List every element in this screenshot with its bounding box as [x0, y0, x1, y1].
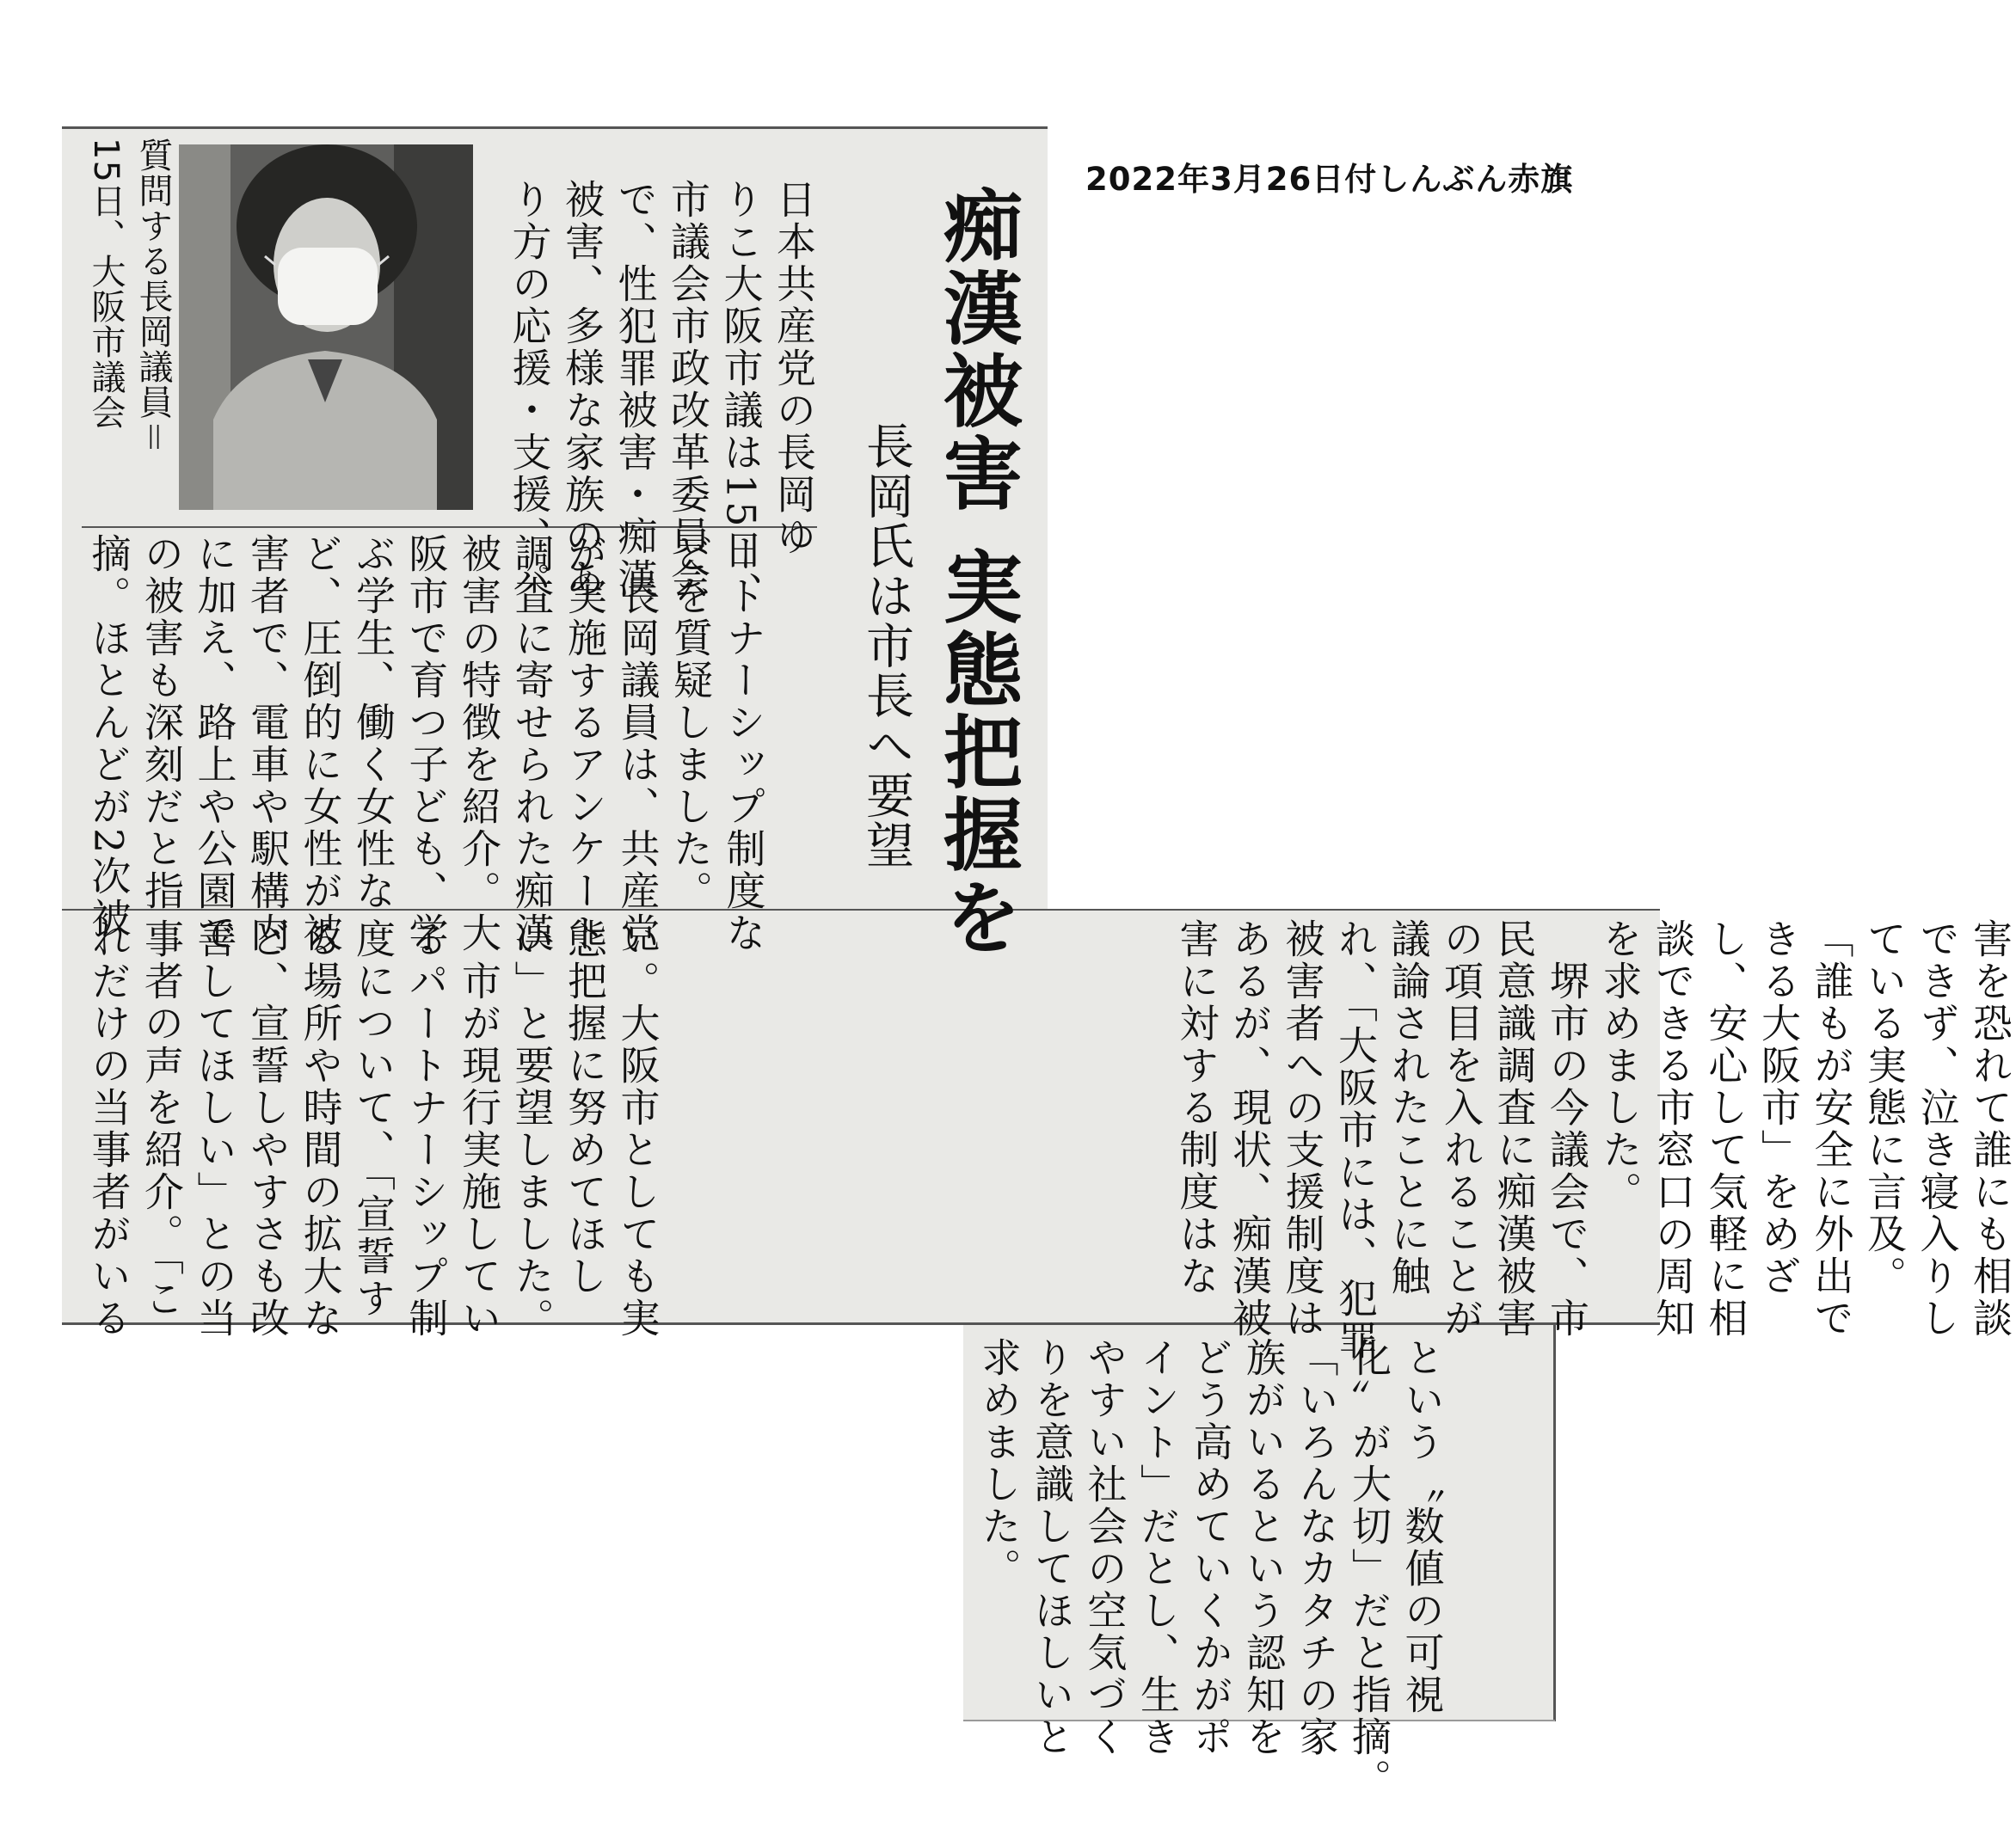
date-caption: 2022年3月26日付しんぶん赤旗 — [1085, 161, 1574, 198]
photo-image — [179, 144, 473, 510]
photo-caption: 質問する長岡議員＝ 15日、大阪市議会 — [86, 138, 173, 455]
photo — [179, 144, 473, 510]
body-tail: という〝数値の可視 化〟が大切」だと指摘。 「いろんなカタチの家 族がいるという認知を どう高めていくかがポ イント」だとし、生き やすい社会の空気づく りを意識してほしいと 求めました。 — [975, 1337, 1446, 1801]
rule-top — [62, 126, 1048, 129]
body-column-mid: ートナーシップ制度な どを質疑しました。 長岡議員は、共産党 が実施するアンケート 調査に寄せられた痴漢 被害の特徴を紹介。大 阪市で育つ子ども、学 ぶ学生、働く女性な ど、圧倒的に女性が被 害者で、電車や駅構内 に加え、路上や公園で の被害も深刻だと指 摘。ほとんどが2次被 — [85, 533, 767, 954]
headline: 痴漢被害 実態把握を — [931, 185, 1023, 960]
body-column-top: 日本共産党の長岡ゆ りこ大阪市議は15日、 市議会市政改革委員会 で、性犯罪被害・痴漢 被害、多様な家族のあ り方の応援・支援、パ — [506, 179, 817, 614]
rule-tail-right — [1553, 1324, 1556, 1721]
body-band-left: い。大阪市としても実 態把握に努めてほし い」と要望しました。 市が現行実施してい るパートナーシップ制 度について、「宣誓す る場所や時間の拡大な ど、宣誓しやすさも改 善してほしい」との当 事者の声を紹介。「こ れだけの当事者がいる — [85, 918, 661, 1340]
subheadline: 長岡氏は市長へ要望 — [858, 421, 914, 870]
body-band-right: 害を恐れて誰にも相談 できず、泣き寝入りし ている実態に言及。 「誰もが安全に外出で きる大阪市」をめざ し、安心して気軽に相 談できる市窓口の周知 を求めました。 堺市の今議会で、市 民意識調査に痴漢被害 の項目を入れることが 議論されたことに触 れ、「大阪市には、犯罪 被害者への支援制度は あるが、現状、痴漢被 害に対する制度はな — [1173, 918, 2013, 1362]
